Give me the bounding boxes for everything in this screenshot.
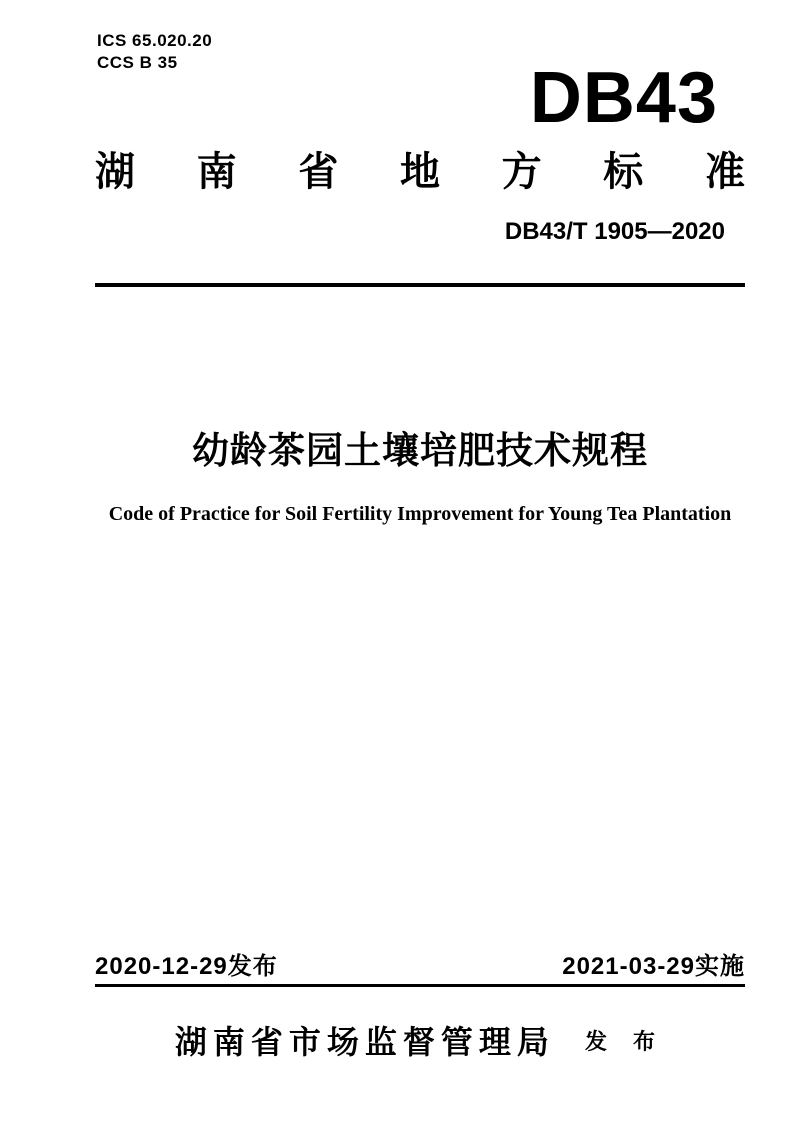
- publisher-action-label: 发 布: [584, 1029, 666, 1054]
- category-char: 地: [399, 150, 440, 194]
- document-title-chinese: 幼龄茶园土壤培肥技术规程: [192, 430, 648, 471]
- issue-date: 2020-12-29: [95, 953, 228, 980]
- ccs-code: CCS B 35: [97, 53, 178, 72]
- footer-divider-rule: [95, 984, 745, 987]
- publisher-row: [95, 1024, 745, 1060]
- category-char: 省: [298, 150, 339, 194]
- category-char: 标: [603, 150, 644, 194]
- category-char: 湖: [95, 150, 135, 194]
- category-char: 南: [196, 150, 237, 194]
- category-char: 方: [501, 150, 542, 194]
- issue-date-group: [95, 953, 278, 981]
- implementation-date-group: [562, 953, 745, 981]
- implementation-label: 实施: [695, 953, 745, 980]
- classification-codes: [97, 30, 212, 74]
- ics-code: ICS 65.020.20: [97, 31, 213, 50]
- db43-logo: DB43: [529, 58, 718, 138]
- standard-category-title: [95, 150, 745, 194]
- standard-number: DB43/T 1905—2020: [504, 218, 725, 245]
- document-title-english: Code of Practice for Soil Fertility Improvement for Young Tea Plantation: [108, 503, 732, 525]
- header-divider-rule: [95, 283, 745, 287]
- publisher-name: 湖南省市场监督管理局: [174, 1024, 555, 1060]
- issue-label: 发布: [227, 953, 278, 980]
- category-char: 准: [704, 150, 745, 194]
- implementation-date: 2021-03-29: [562, 953, 695, 980]
- date-row: [95, 953, 745, 981]
